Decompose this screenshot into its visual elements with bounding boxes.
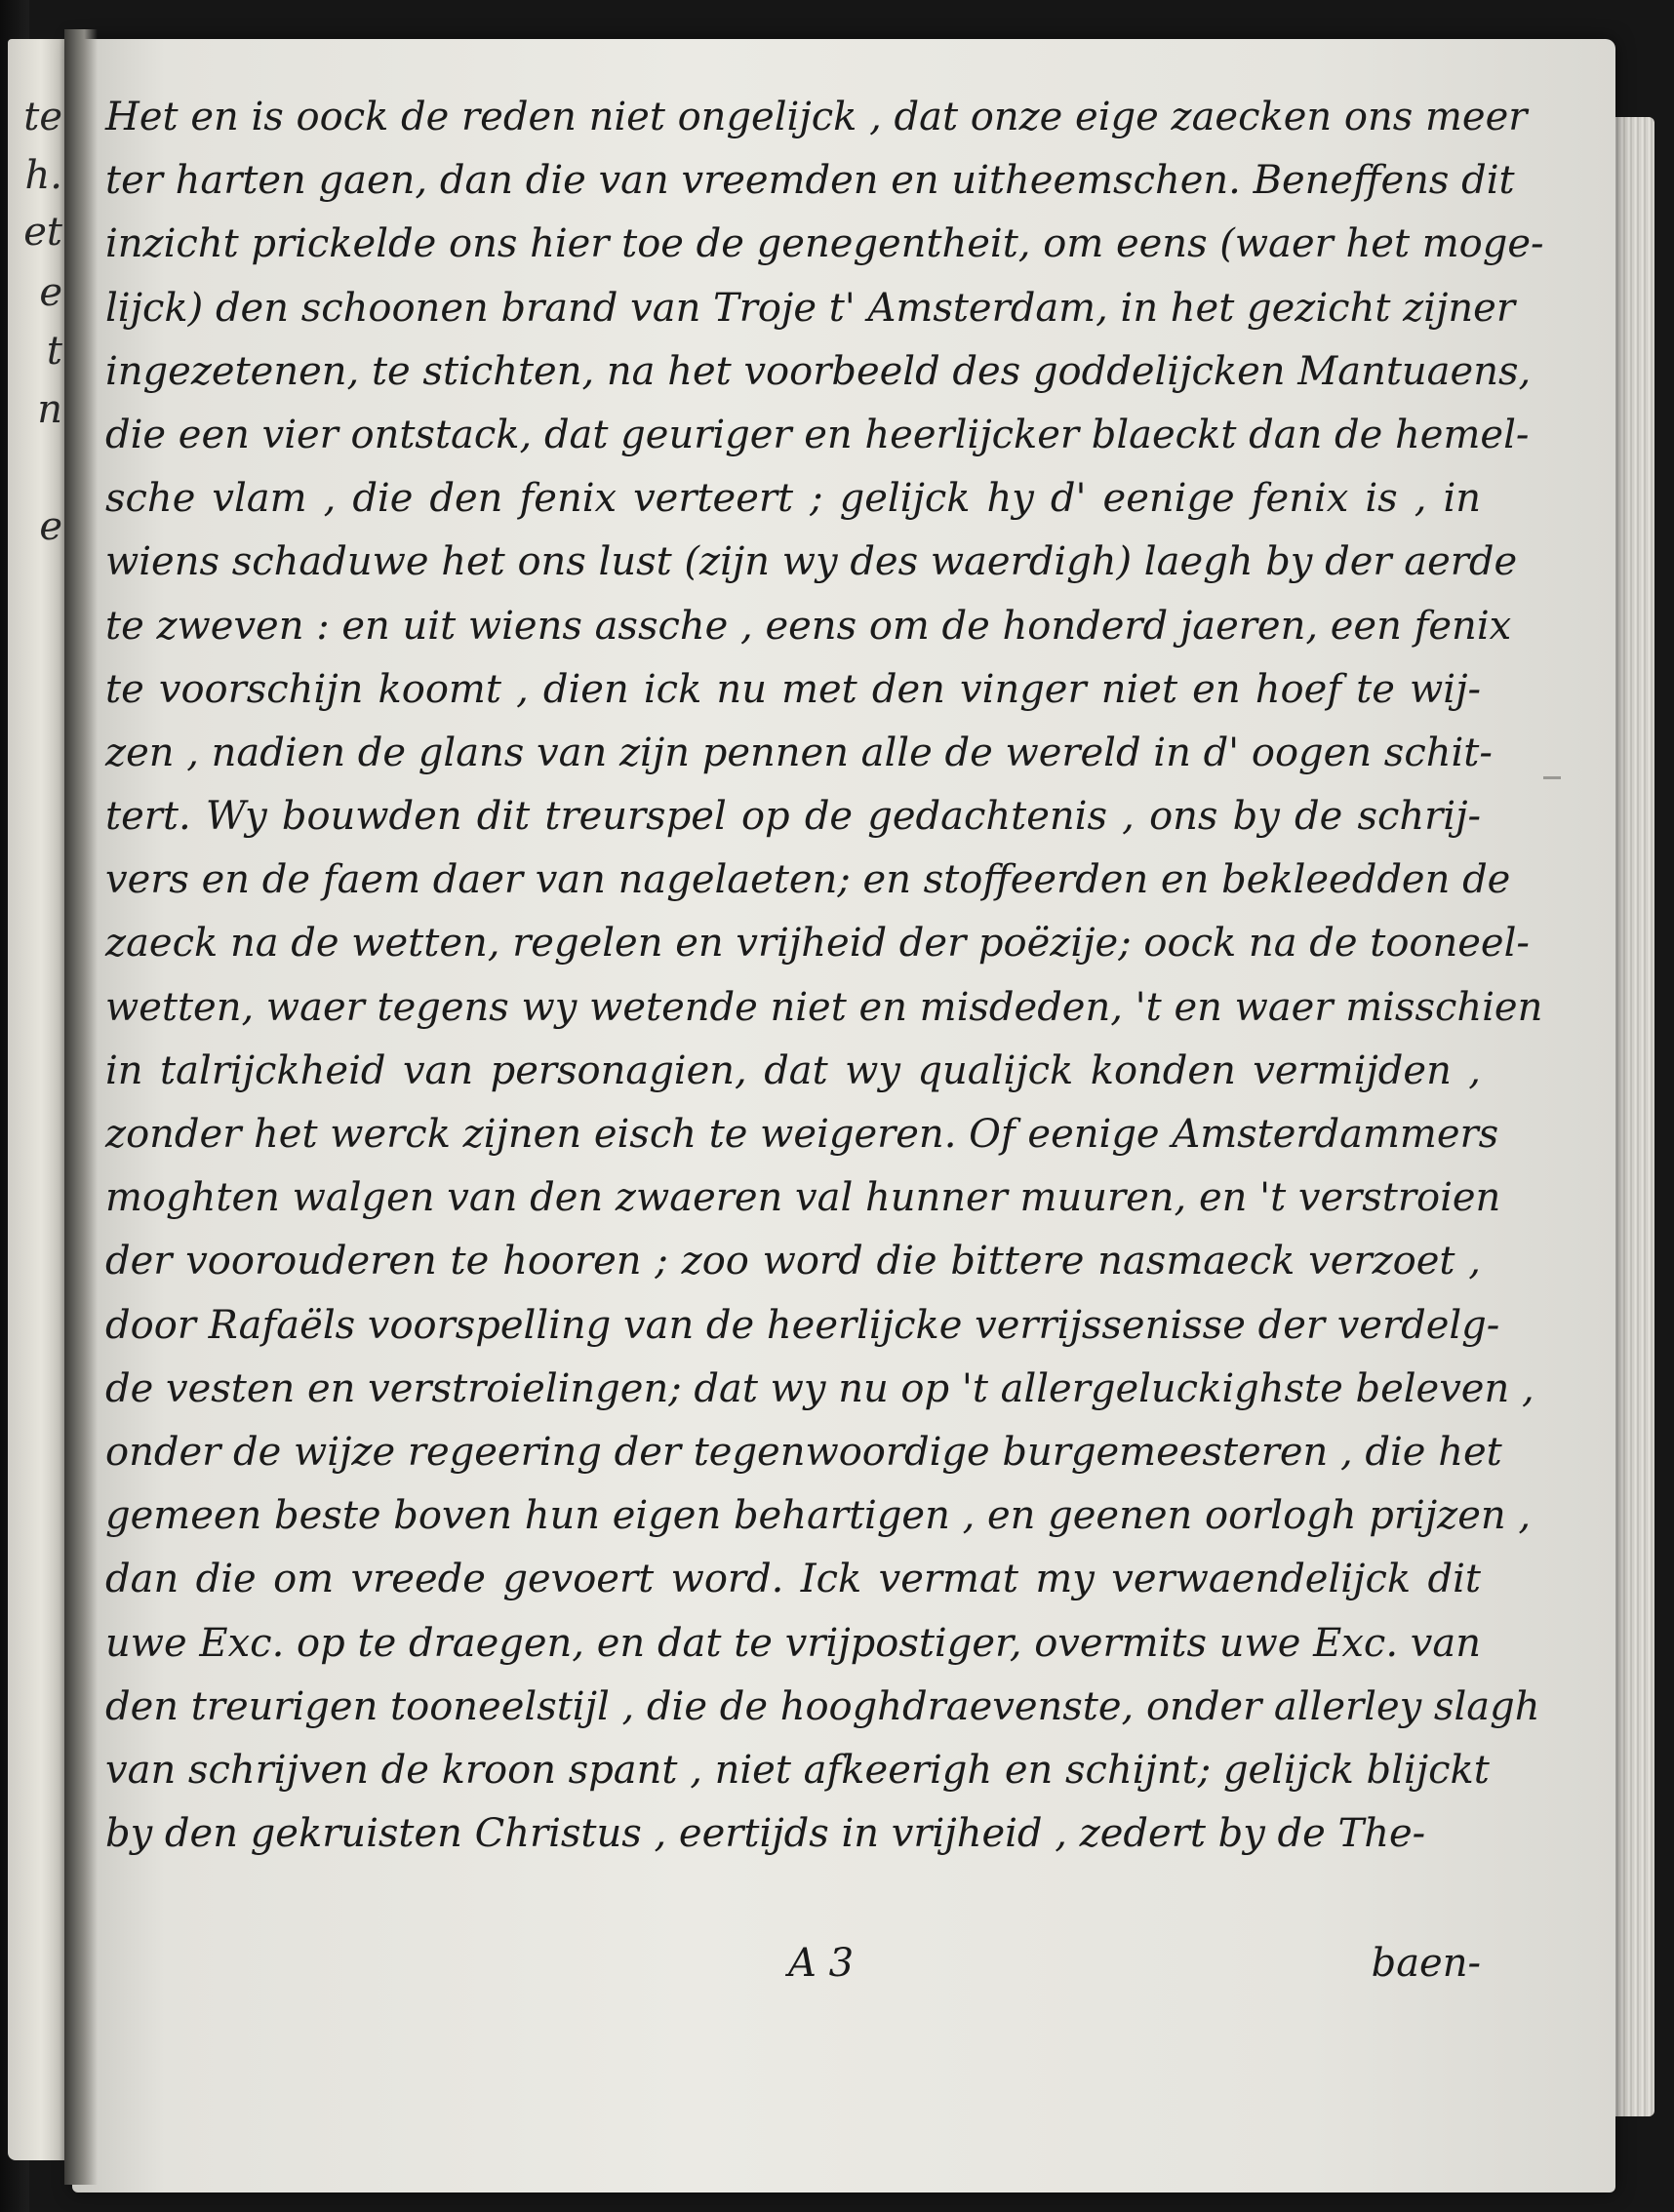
- text-line: wiens schaduwe het ons lust (zijn wy des waerdigh) laegh by der aerde: [105, 539, 1518, 585]
- left-page-fragment: e: [39, 270, 62, 315]
- left-page-fragment: t: [46, 329, 62, 374]
- text-line: gemeen beste boven hun eigen behartigen , en geenen oorlogh prijzen ,: [105, 1493, 1532, 1539]
- text-line: lijck) den schoonen brand van Troje t' Amsterdam, in het gezicht zijner: [105, 285, 1515, 331]
- text-line: ingezetenen, te stichten, na het voorbeeld des goddelijcken Mantuaens,: [105, 348, 1532, 394]
- text-line: zen , nadien de glans van zijn pennen alle de wereld in d' oogen schit-: [105, 730, 1493, 775]
- gutter-shadow: [64, 29, 98, 2185]
- page-body-text: [105, 86, 1544, 1866]
- text-line: sche vlam , die den fenix verteert ; gelijck hy d' eenige fenix is , in: [105, 476, 1481, 522]
- left-facing-page: [8, 39, 68, 2160]
- catchword: baen-: [1371, 1941, 1481, 1986]
- text-line: tert. Wy bouwden dit treurspel op de gedachtenis , ons by de schrij-: [105, 794, 1481, 840]
- text-line: der voorouderen te hooren ; zoo word die bittere nasmaeck verzoet ,: [105, 1239, 1481, 1284]
- text-line: zonder het werck zijnen eisch te weigeren. Of eenige Amsterdammers: [105, 1112, 1499, 1157]
- text-line: wetten, waer tegens wy wetende niet en misdeden, 't en waer misschien: [105, 984, 1543, 1030]
- page-footer: [105, 1941, 1481, 1999]
- text-line: by den gekruisten Christus , eertijds in vrijheid , zedert by de The-: [105, 1811, 1426, 1857]
- text-line: vers en de faem daer van nagelaeten; en stoffeerden en bekleedden de: [105, 857, 1511, 903]
- text-line: te voorschijn koomt , dien ick nu met den vinger niet en hoef te wij-: [105, 666, 1481, 712]
- left-page-fragment: e: [39, 504, 62, 549]
- signature-mark: A 3: [788, 1941, 855, 1986]
- left-page-fragment: n: [37, 387, 62, 432]
- left-page-fragment: h.: [24, 153, 62, 198]
- text-line: den treurigen tooneelstijl , die de hooghdraevenste, onder allerley slagh: [105, 1683, 1540, 1729]
- text-line: in talrijckheid van personagien, dat wy qualijck konden vermijden ,: [105, 1047, 1481, 1093]
- text-line: die een vier ontstack, dat geuriger en heerlijcker blaeckt dan de hemel-: [105, 412, 1530, 457]
- text-line: zaeck na de wetten, regelen en vrijheid der poëzije; oock na de tooneel-: [105, 921, 1530, 967]
- book-page: [72, 39, 1615, 2192]
- text-line: dan die om vreede gevoert word. Ick vermat my verwaendelijck dit: [105, 1557, 1481, 1602]
- left-page-fragment: te: [23, 95, 62, 139]
- text-line: uwe Exc. op te draegen, en dat te vrijpostiger, overmits uwe Exc. van: [105, 1620, 1481, 1666]
- text-line: onder de wijze regeering der tegenwoordige burgemeesteren , die het: [105, 1429, 1502, 1475]
- text-line: door Rafaëls voorspelling van de heerlijcke verrijssenisse der verdelg-: [105, 1302, 1500, 1348]
- text-line: van schrijven de kroon spant , niet afkeerigh en schijnt; gelijck blijckt: [105, 1747, 1490, 1793]
- text-line: de vesten en verstroielingen; dat wy nu op 't allergeluckighste beleven ,: [105, 1365, 1534, 1411]
- text-line: ter harten gaen, dan die van vreemden en uitheemschen. Beneffens dit: [105, 158, 1515, 204]
- text-line: moghten walgen van den zwaeren val hunner muuren, en 't verstroien: [105, 1175, 1501, 1221]
- text-line: inzicht prickelde ons hier toe de genegentheit, om eens (waer het moge-: [105, 221, 1544, 267]
- text-line: te zweven : en uit wiens assche , eens om de honderd jaeren, een fenix: [105, 603, 1512, 649]
- text-line: Het en is oock de reden niet ongelijck , dat onze eige zaecken ons meer: [105, 95, 1528, 139]
- left-page-fragment: et: [23, 210, 62, 255]
- ink-mark: [1543, 776, 1561, 779]
